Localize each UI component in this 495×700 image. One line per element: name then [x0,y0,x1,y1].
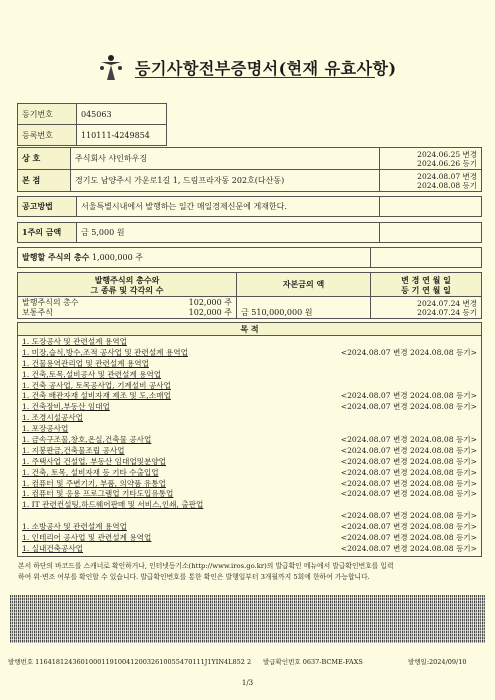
capital-total-value: 102,000 주 [188,297,232,307]
purpose-item-stamp: <2024.08.07 변경 2024.08.08 등기> [340,402,477,412]
purpose-item-stamp: <2024.08.07 변경 2024.08.08 등기> [340,522,477,532]
purpose-item-text: 1. 조경시설공사업 [22,413,84,423]
hq-value: 경기도 남양주시 가운로1길 1, 드림프라자동 202호(다산동) [71,170,380,192]
purpose-item [22,500,477,511]
capital-common-value: 102,000 주 [188,307,232,317]
company-name-value: 주식회사 샤인하우징 [71,148,380,170]
hq-dates [380,170,482,192]
purpose-item-stamp: <2024.08.07 변경 2024.08.08 등기> [340,543,477,553]
purpose-item-text: 1. 건축,토목,설비공사 및 관련설계 용역업 [22,369,162,379]
purpose-item-stamp: <2024.08.07 변경 2024.08.08 등기> [340,347,477,357]
purpose-item-text: 1. 건축, 토목, 설비자재 등 기타 수출입업 [22,467,159,477]
verification-note-line1: 본서 하단의 바코드를 스캐너로 확인하거나, 인터넷등기소(http://www.iros.go.kr)의 발급확인 메뉴에서 발급확인번호를 입력 [18,562,394,570]
purpose-item [22,544,477,555]
total-shares-dates [371,248,482,268]
purpose-item-text: 1. 미장,습식,방수,조적 공사업 및 관련설계 용역업 [22,347,188,357]
capital-common-label: 보통주식 [22,307,53,317]
purpose-item-text: 1. 금속구조물,창호,온실,건축물 공사업 [22,435,152,445]
company-name-label: 상 호 [18,148,71,170]
capital-registered-date: 2024.07.24 등기 [417,307,477,317]
capital-head-dates [371,273,482,297]
hq-registered-date: 2024.08.08 등기 [417,180,477,190]
purpose-item [22,402,477,413]
verification-note-line2: 하여 위·변조 여부를 확인할 수 있습니다. 발급확인번호를 통한 확인은 발행일부터 3개월까지 5회에 한하여 가능합니다. [18,573,370,581]
purpose-item-text: 1. 건물용역관리업 및 관련설계 용역업 [22,358,149,368]
name-registered-date: 2024.06.26 등기 [417,158,477,168]
total-shares-value: 1,000,000 주 [91,253,143,262]
purpose-item [22,381,477,392]
purpose-item-text: 1. 건축 배관자재 설비자재 제조 및 도,소매업 [22,391,171,401]
share-amount-dates [380,223,482,243]
purpose-item-text: 1. 컴퓨터 및 응용 프로그램업 기타도입유통업 [22,489,174,499]
capital-head-amount: 자본금의 액 [237,273,371,297]
corp-no-value: 110111-4249854 [77,125,167,146]
purpose-items [22,337,477,555]
purpose-item [22,533,477,544]
purpose-item-stamp: <2024.08.07 변경 2024.08.08 등기> [340,511,477,521]
corp-no-label: 등록번호 [18,125,77,146]
basic-info-table [17,103,167,146]
share-amount-label: 1주의 금액 [18,223,77,243]
issue-date: 발행일:2024/09/10 [408,658,467,666]
capital-dates [371,297,482,319]
purpose-item-stamp: <2024.08.07 변경 2024.08.08 등기> [340,435,477,445]
purpose-item-text: 1. 포장공사업 [22,424,69,434]
purpose-item [22,337,477,348]
purpose-item-text: 1. 건축 공사업, 토목공사업, 기계설비 공사업 [22,380,171,390]
purpose-item-stamp: <2024.08.07 변경 2024.08.08 등기> [340,478,477,488]
capital-table [17,272,482,319]
notice-value: 서울특별시내에서 발행하는 일간 매일경제신문에 게재한다. [77,197,380,217]
reg-no-label: 등기번호 [18,104,77,125]
notice-label: 공고방법 [18,197,77,217]
share-amount-table [17,222,482,243]
capital-head-register: 등 기 연 월 일 [401,284,451,295]
reg-no-value: 045063 [77,104,167,125]
purpose-item-stamp: <2024.08.07 변경 2024.08.08 등기> [340,467,477,477]
confirm-number: 발급확인번호 0637-BCME-FAXS [263,658,363,666]
capital-total-label: 발행주식의 총수 [22,297,79,307]
purpose-item [22,489,477,500]
purpose-item-text: 1. 소방공사 및 관련설계 용역업 [22,522,127,532]
purpose-item [22,359,477,370]
purpose-item [22,468,477,479]
purpose-item [22,370,477,381]
purpose-item-text: 1. IT 관련컨설팅,하드웨어판매 및 서비스,인쇄, 출판업 [22,500,204,510]
purpose-item [22,424,477,435]
total-shares-cell [18,248,371,268]
purpose-item-text: 1. 주택사업 건설업, 부동산 임대업및분양업 [22,456,167,466]
purpose-item-text: 1. 실내건축공사업 [22,543,84,553]
purpose-item-text: 1. 도장공사 및 관련설계 용역업 [22,337,127,346]
capital-head-shares-line2: 그 종류 및 각각의 수 [90,284,164,295]
purpose-item [22,446,477,457]
barcode-overlay [10,595,485,643]
total-shares-label: 발행할 주식의 총수 [22,252,90,262]
page-number: 1/3 [241,679,254,687]
purpose-item [22,457,477,468]
name-change-date: 2024.06.25 변경 [417,149,477,159]
hq-change-date: 2024.08.07 변경 [417,171,477,181]
purpose-item-text: 1. 건축장비,부동산 임대업 [22,402,110,412]
capital-change-date: 2024.07.24 변경 [417,298,477,308]
purpose-item [22,413,477,424]
purpose-item [22,479,477,490]
purpose-item-stamp: <2024.08.07 변경 2024.08.08 등기> [340,456,477,466]
purpose-item [22,391,477,402]
capital-head-change: 변 경 연 월 일 [401,274,451,285]
company-name-dates [380,148,482,170]
purpose-item [22,348,477,359]
purpose-list [18,336,482,557]
company-info-table [17,147,482,192]
notice-table [17,196,482,217]
title-underline [135,77,375,78]
hq-label: 본 점 [18,170,71,192]
purpose-item [22,522,477,533]
purpose-item-text: 1. 지붕판금,건축물조립 공사업 [22,445,125,455]
document-header [95,52,485,82]
court-logo-icon [95,52,127,82]
share-amount-value: 금 5,000 원 [77,223,380,243]
verification-note [18,561,480,583]
purpose-item-text: 1. 컴퓨터 및 주변기기, 부품, 의약품 유통업 [22,478,166,488]
purpose-item-stamp: <2024.08.07 변경 2024.08.08 등기> [340,489,477,499]
purpose-item-stamp: <2024.08.07 변경 2024.08.08 등기> [340,445,477,455]
purpose-item-stamp: <2024.08.07 변경 2024.08.08 등기> [340,391,477,401]
purpose-item [22,511,477,522]
document-title: 등기사항전부증명서(현재 유효사항) [135,59,397,78]
purpose-table [17,322,482,557]
total-shares-table [17,247,482,268]
purpose-header: 목 적 [18,323,482,336]
purpose-item [22,435,477,446]
purpose-item-stamp: <2024.08.07 변경 2024.08.08 등기> [340,533,477,543]
issue-number: 발행번호 11641812436010001191004120032610055470111J1YIN4L852 2 [8,658,252,666]
notice-dates [380,197,482,217]
capital-head-shares-line1: 발행주식의 총수와 [94,274,160,285]
capital-head-shares [18,273,237,297]
capital-shares-detail [18,297,237,319]
capital-amount-value: 금 510,000,000 원 [237,297,371,319]
purpose-item-text: 1. 인테리어 공사업 및 관련설계 용역업 [22,533,152,543]
